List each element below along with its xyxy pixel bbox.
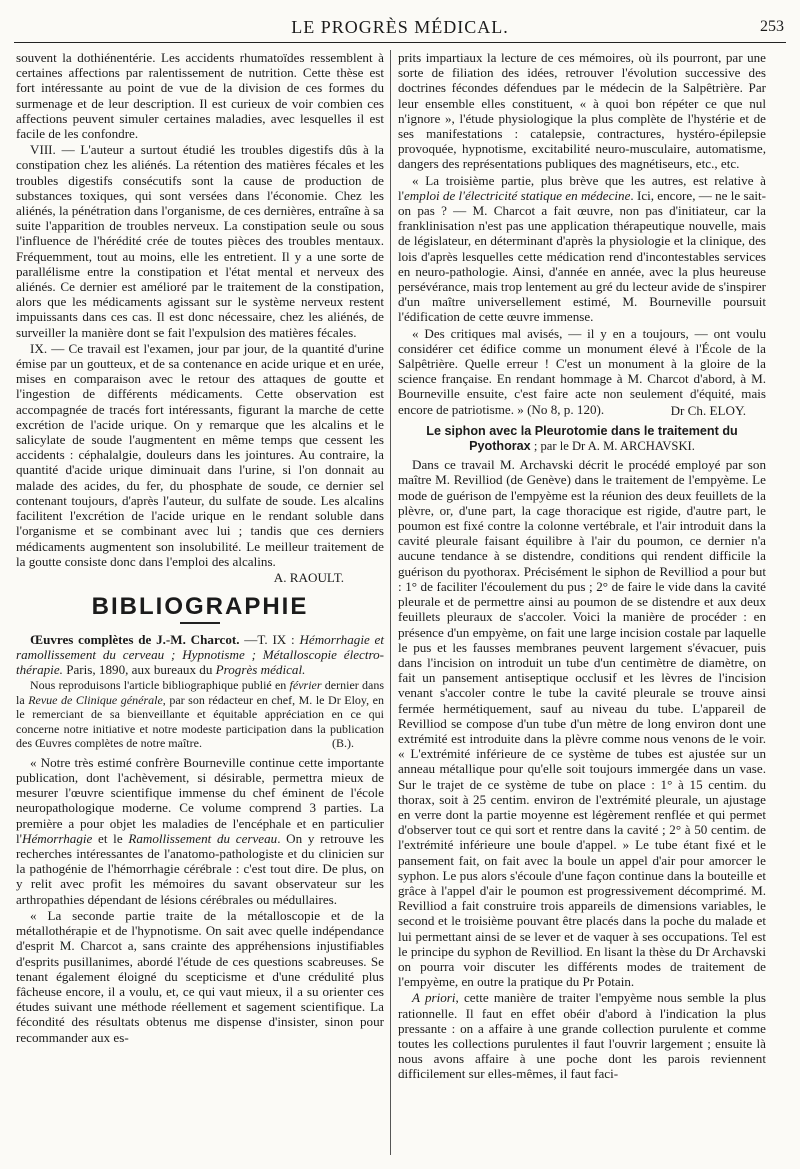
paragraph-a-priori (398, 990, 766, 1081)
left-column (16, 50, 384, 1046)
bibliography-entry (16, 632, 384, 678)
entry-text-a: —T. IX : (239, 631, 300, 647)
p4-text-c: . On y retrouve les recherches intéressantes de l'anatomo-pathologiste et du clinicien sur la pathogénie de l'hémorrhagie cérébrale : c'est tout dire. De plus, on y relit avec profit les mémoires du savant observateur sur les arthropathies dépendant de lésions cérébrales ou médullaires. (16, 830, 384, 907)
bibliographie-heading: BIBLIOGRAPHIE (91, 593, 309, 621)
paragraph-charcot-1 (16, 755, 384, 907)
note-text-a: Nous reproduisons l'article bibliographique publié en (30, 678, 290, 693)
paragraph-viii: VIII. — L'auteur a surtout étudié les troubles digestifs dûs à la constipation chez les aliénés. La rétention des matières fécales et les troubles digestifs consécutifs sont la cause de production de substances toxiques, qui sont versées dans l'économie. Chez les aliénés, la pénétration dans l'organisme, de ces dernières, entraîne à sa suite l'apparition de troubles nerveux. La constipation seule ou sous l'influence de l'hérédité crée de toutes pièces des troubles mentaux. Fréquemment, tout au moins, elle les entretient. Il y a une sorte de parallélisme entre la constipation et l'état mental et nerveux des aliénés. Ce dernier est amélioré par le traitement de la constipation, alors que les médicaments agissant sur le système nerveux restent impuissants dans ces cas. Il est donc nécessaire, chez les aliénés, de surveiller la manière dont se fait l'expulsion des matières fécales. (16, 142, 384, 340)
heading-rule (180, 622, 220, 624)
signature-raoult: A. RAOULT. (273, 569, 344, 585)
journal-title: LE PROGRÈS MÉDICAL. (291, 17, 509, 37)
paragraph-ix: IX. — Ce travail est l'examen, jour par jour, de la quantité d'urine émise par un goutteux, et de sa contenance en acide urique et en urée, mises en comparaison avec le retour des attaques de goutte et l'ingestion de différents médicaments. Cette observation est accompagnée de tracés fort intéressants, figurant la marche de cette excrétion de l'acide urique. On y remarque que les alcalins et le salicylate de soude l'augmentent en même temps que cessent les accidents : céphalalgie, douleurs dans les jointures. Au contraire, la quantité d'acide urique diminuait dans l'urine, si l'on donnait au malade des acides, du fer, du phosphate de soude, ce dernier sel contenant toujours, d'après l'auteur, du sulfate de soude. Les alcalins facilitent l'excrétion de l'acide urique en le rendant soluble dans l'organisme et se combinant avec lui ; tandis que ces derniers médicaments augmentent son insolubilité. Le meilleur traitement de la goutte consiste donc dans l'emploi des alcalins. (16, 340, 384, 569)
paragraph-surmenage: souvent la dothiénentérie. Les accidents rhumatoïdes ressemblent à certaines affections par ralentissement de nutrition. Cette thèse est fort intéressante au point de vue de la division de ces formes du surmenage et de leur description. Il est curieux de voir combien ces affections peuvent simuler certaines maladies, avec lesquelles il est facile de les confondre. (16, 50, 384, 142)
siphon-article-heading (398, 424, 766, 453)
note-signature: (B.). (332, 736, 354, 751)
p4-text-b: et le (92, 830, 129, 846)
p2-text-a: « La troisième partie, plus brève que les autres, est relative à l' (398, 172, 766, 203)
paragraph-siphon: Dans ce travail M. Archavski décrit le procédé employé par son maître M. Revilliod (de Genève) dans le traitement de l'empyème. Le mode de guérison de l'empyème est la réunion des deux feuillets de la plèvre, or, d'une part, la cage thoracique est rigide, d'autre part, le poumon est fixé contre la colonne vertébrale, et l'air introduit dans la cavité pleurale faisant équilibre à l'air du poumon, ce dernier n'a aucune tendance à se distendre, conditions qui rendent difficile la guérison du pyothorax. Précisément le siphon de Revilliod a pour but : 1° de faciliter l'écoulement du pus ; 2° de faire le vide dans la cavité pleurale et de permettre ainsi au poumon de se distendre et aux deux feuillets pleuraux de s'accoler. Voici la manière de procéder : en présence d'un empyème, on fait une large incision costale par laquelle le pus et les fausses membranes peuvent largement s'évacuer, puis dans l'incision on introduit un tube d'un centimètre de diamètre, on fait un pansement antiseptique occlusif et les lèvres de l'incision venant s'accoler contre le tube la cavité pleurale se trouve ainsi fermée hermétiquement, sauf au niveau du tube. L'appareil de Revilliod se compose d'un tube d'un mètre de long environ dont une extrémité est introduite dans la plèvre comme nous venons de le voir. « L'extrémité inférieure de ce système de tubes est ajustée sur un anneau métallique pour qu'elle soit toujours immergée dans un vase. Sur le trajet de ce système de tube on place : 1° à 15 centim. du thorax, soit à 25 centim. environ de l'extrémité pleurale, un ajustage en verre dont la partie moyenne est légèrement renflée et qui permet d'observer tout ce qui sort et rentre dans la cavité ; 2° à 50 centim. de l'extrémité inférieure une boule d'appel. » Le tube étant fixé et le pansement fait, on fait avec la boule un appel d'air pour amorcer le syphon. Le pus alors s'écoule d'une façon continue dans la bouteille et grâce à l'appel d'air le poumon est progressivement décomprimé. M. Revilliod a fait construire trois appareils de dimensions variables, le second et le troisième pouvant être placés dans la poche du malade et lui permettant ainsi de se lever et de vaquer à ses occupations. Tel est le principe du syphon de Revilliod. En lisant la thèse du Dr Archavski on pourra voir discuter les différents modes de traitement de l'empyème, en outre la pratique du Pr Potain. (398, 457, 766, 990)
paragraph-charcot-2: « La seconde partie traite de la métalloscopie et de la métallothérapie et de l'hypnotisme. On sait avec quelle indépendance d'esprit M. Charcot a, sans crainte des appréhensions injustifiables d'esprits pusillanimes, abordé l'étude de ces questions scabreuses. Se tenant également éloigné du scepticisme et d'une crédulité plus fâcheuse encore, il a voulu, et, ce qui vaut mieux, il a su orienter ces études suivant une méthode réellement et sagement scientifique. La fécondité des résultats obtenus me dispense d'insister, sinon pour recommander aux es- (16, 907, 384, 1045)
entry-text-b: Paris, 1890, aux bureaux du (62, 662, 216, 678)
note-text-b: dernier dans la (16, 678, 384, 707)
paragraph-continuation: prits impartiaux la lecture de ces mémoires, où ils pourront, par une sorte de filiation des idées, retrouver l'évolution successive des doctrines fécondes défendues par le médecin de la Salpêtrière. Par leur ensemble elles constituent, « à quoi bon répéter ce que nul n'ignore », l'étude physiologique la plus complète de l'hystérie et de ses manifestations : catalepsie, contractures, hystéro-épilepsie provoquée, hypnotisme, excitabilité neuro-musculaire, automatisme, dangers des représentations publiques des magnétiseurs, etc., etc. (398, 50, 766, 172)
entry-bold-title: Œuvres complètes de J.-M. Charcot. (30, 631, 240, 647)
heading-author: ; par le Dr A. M. ARCHAVSKI. (530, 438, 695, 453)
p4-italic-1: Hémorrhagie (22, 830, 93, 846)
heading-text: Le siphon avec la Pleurotomie dans le traitement du Pyothorax (426, 424, 738, 453)
note-italic-1: février (289, 678, 322, 693)
note-italic-2: Revue de Clinique générale (28, 692, 163, 707)
p2-italic: emploi de l'électricité statique en médecine (404, 187, 631, 203)
a-priori-italic: A priori (412, 990, 456, 1006)
entry-italic-a: Hémorrhagie et ramollissement du cerveau ; Hypnotisme ; Métalloscopie électro-thérapie. (16, 631, 384, 678)
paragraph-critiques: « Des critiques mal avisés, — il y en a toujours, — ont voulu considérer cet édifice comme un monument élevé à l'École de la Salpêtrière. Quelle erreur ! C'est un monument à la gloire de la science française. En rendant hommage à M. Charcot d'abord, à M. Bourneville ensuite, c'est faire acte non seulement d'équité, mais encore de patriotisme. » (No 8, p. 120). (398, 325, 766, 417)
page-number: 253 (760, 18, 784, 35)
signature-eloy: Dr Ch. ELOY. (670, 402, 746, 418)
p4-italic-2: Ramollissement du cerveau (128, 830, 278, 846)
p4-text: « Notre très estimé confrère Bourneville continue cette importante publication, dont l'achèvement, si désirable, permettra mieux de mesurer l'œuvre scientifique immense du chef éminent de l'école neuropathologique moderne. Ce volume comprend 3 parties. La première a pour objet les maladies de l'encéphale et en particulier l' (16, 754, 384, 846)
right-column (398, 50, 766, 1083)
entry-italic-b: Progrès médical. (215, 662, 306, 678)
p2-text-b: . Ici, encore, — ne le sait-on pas ? — M. Charcot a fait œuvre, non pas d'initiateur, car la franklinisation n'est pas une application thérapeutique nouvelle, mais de législateur, en déterminant d'après la physiologie et la clinique, des lois d'après lesquelles cette médication rend d'incontestables services en neuro-pathologie. Ainsi, d'année en année, avec la plus heureuse persévérance, mais trop lentement au gré du lecteur avide de s'inspirer d'un maître universellement estimé, M. Bourneville poursuit l'édification de cette œuvre immense. (398, 187, 767, 325)
paragraph-troisieme-partie (398, 173, 766, 325)
column-divider (390, 50, 391, 1155)
page-header (14, 14, 786, 43)
note-text-c: , par son rédacteur en chef, M. le Dr Eloy, en le remerciant de sa bienveillante et équitable appréciation en ce qui concerne notre initiative et notre modeste participation dans la publication des Œuvres complètes de notre maître. (16, 692, 384, 751)
p5-text: , cette manière de traiter l'empyème nous semble la plus rationnelle. Il faut en effet obéir d'abord à l'indication la plus pressante : on a affaire à une grande collection purulente et comme toutes les collections purulentes il faut l'ouvrir largement ; ensuite là nous avons affaire à une poche dont les parois reviennent difficilement sur elles-mêmes, il faut faci- (398, 990, 766, 1082)
